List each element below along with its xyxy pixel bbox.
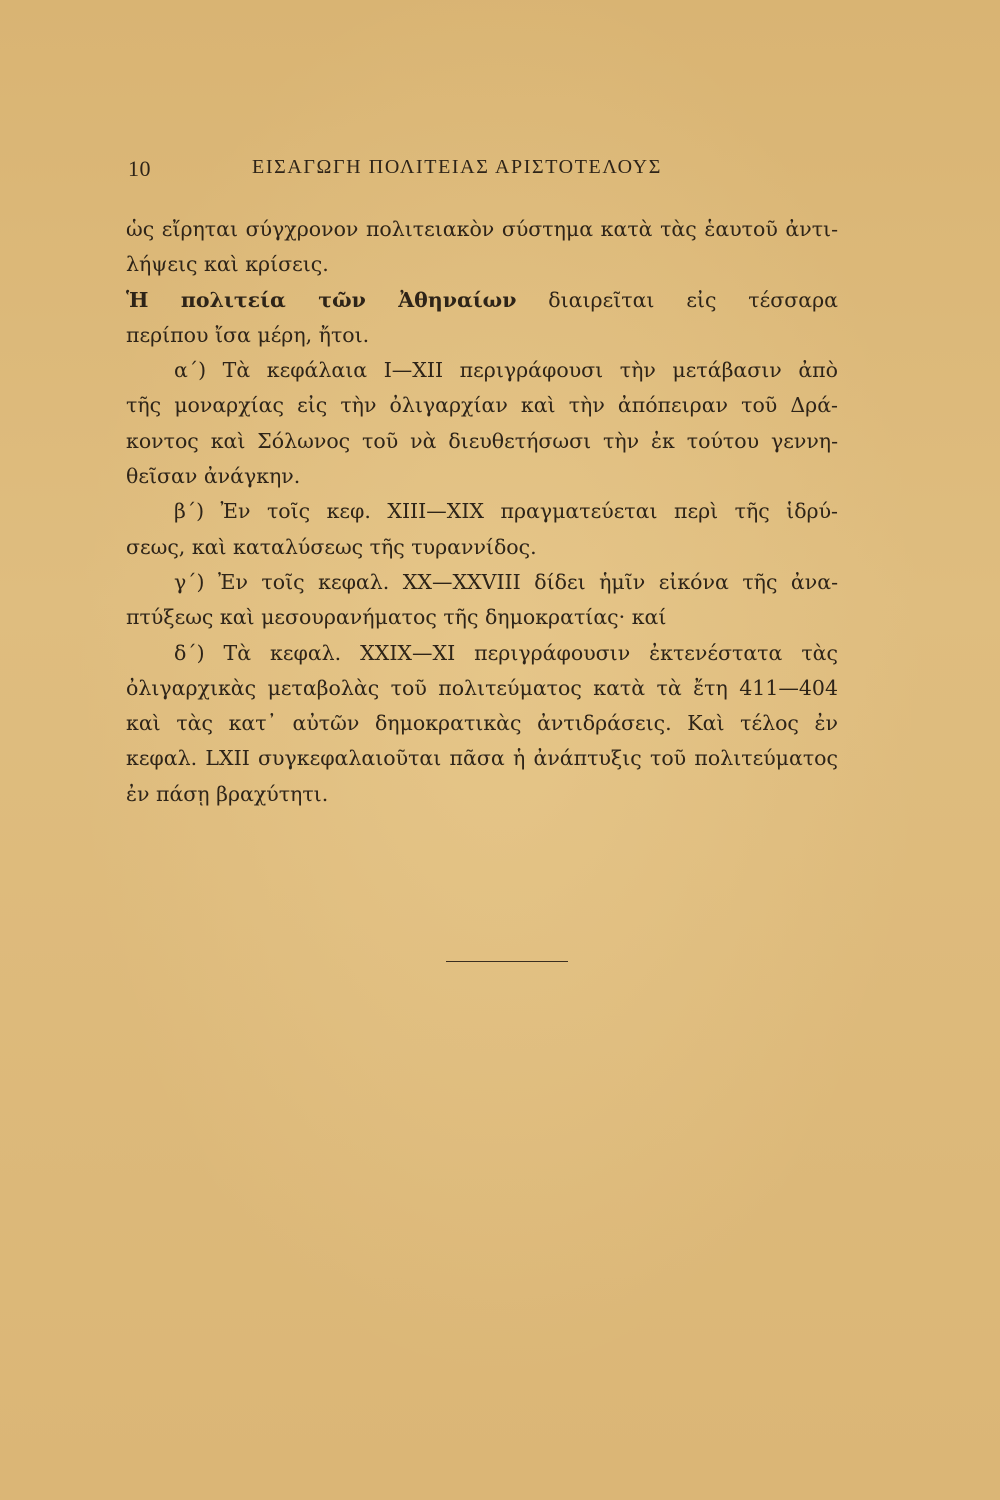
body-text: [126, 212, 838, 812]
text-line: ὀλιγαρχικὰς μεταβολὰς τοῦ πολιτεύματος κατὰ τὰ ἔτη 411—404: [126, 675, 838, 700]
text-line: τῆς μοναρχίας εἰς τὴν ὀλιγαρχίαν καὶ τὴν ἀπόπειραν τοῦ Δρά-: [126, 393, 838, 418]
bold-title-phrase: Ἡ πολιτεία τῶν Ἀθηναίων: [126, 287, 517, 312]
text-line: κεφαλ. LXII συγκεφαλαιοῦται πᾶσα ἡ ἀνάπτυξις τοῦ πολιτεύματος: [126, 746, 838, 771]
text-line: καὶ τὰς κατ᾿ αὐτῶν δημοκρατικὰς ἀντιδράσεις. Καὶ τέλος ἐν: [126, 711, 838, 736]
text-line: περίπου ἴσα μέρη, ἤτοι.: [126, 322, 370, 347]
section-end-rule: [446, 961, 568, 962]
text-line: θεῖσαν ἀνάγκην.: [126, 464, 301, 489]
text-line: πτύξεως καὶ μεσουρανήματος τῆς δημοκρατίας· καί: [126, 605, 667, 630]
text-line: κοντος καὶ Σόλωνος τοῦ νὰ διευθετήσωσι τὴν ἐκ τούτου γεννη-: [126, 428, 838, 453]
text-line-rest: διαιρεῖται εἰς τέσσαρα: [548, 287, 838, 312]
text-line: ὡς εἴρηται σύγχρονον πολιτειακὸν σύστημα κατὰ τὰς ἑαυτοῦ ἀντι-: [126, 217, 838, 241]
text-line: λήψεις καὶ κρίσεις.: [126, 252, 329, 277]
text-line: [126, 283, 838, 318]
text-line: β΄) Ἐν τοῖς κεφ. XIII—XIX πραγματεύεται περὶ τῆς ἱδρύ-: [174, 499, 838, 524]
text-line: ἐν πάσῃ βραχύτητι.: [126, 781, 329, 806]
text-line: γ΄) Ἐν τοῖς κεφαλ. XX—XXVIII δίδει ἡμῖν εἰκόνα τῆς ἀνα-: [174, 569, 838, 594]
page-header: [128, 156, 778, 186]
page-number: 10: [128, 156, 151, 181]
text-line: σεως, καὶ καταλύσεως τῆς τυραννίδος.: [126, 534, 537, 559]
text-line: α΄) Τὰ κεφάλαια I—XII περιγράφουσι τὴν μετάβασιν ἀπὸ: [174, 358, 838, 383]
text-line: δ΄) Τὰ κεφαλ. XXIX—XI περιγράφουσιν ἐκτενέστατα τὰς: [174, 640, 838, 665]
running-head: ΕΙΣΑΓΩΓΗ ΠΟΛΙΤΕΙΑΣ ΑΡΙΣΤΟΤΕΛΟΥΣ: [252, 156, 662, 178]
